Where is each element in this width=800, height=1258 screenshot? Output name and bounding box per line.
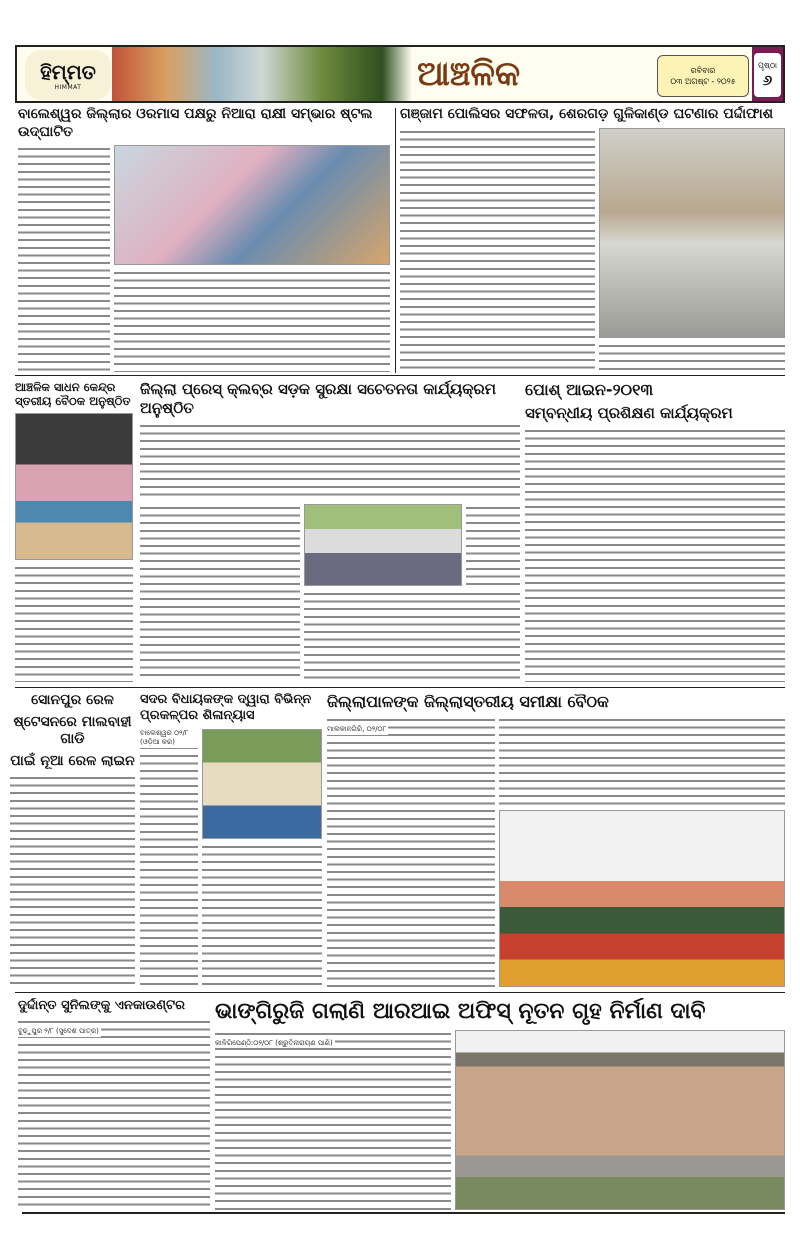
article-encounter [18,998,210,1210]
article-posh-act [525,380,785,682]
article-photo-dilapidated-office [455,1030,785,1211]
page-number: ୬ [762,71,773,90]
page-number-box [752,47,785,103]
photo-caption [599,342,785,372]
headline-collector-review: ଜିଲ୍ଲାପାଳଙ୍କ ଜିଲ୍ଲାସ୍ତରୀୟ ସମୀକ୍ଷା ବୈଠକ [327,692,609,711]
dateline: ବୁଢ଼ୁପୁର ୨/୮ (ସୁଦେଶ ପାତ୍ର) [18,1027,99,1036]
article-body [140,422,520,500]
article-body [202,843,322,988]
dateline: ମାଲକାନଗିରି, ୦୨/୦୮ [327,725,387,733]
headline-press-club-road-safety: ଜିଲ୍ଲା ପ୍ରେସ୍ କ୍ଲବ୍‌ର ସଡ଼କ ସୁରକ୍ଷା ସଚେତନତା କାର୍ଯ୍ୟକ୍ରମ ଅନୁଷ୍ଠିତ [140,380,496,417]
article-photo-review-meeting [499,810,785,987]
article-photo-rakhi-stall [114,145,390,265]
article-press-club [140,380,520,682]
page-label: ପୃଷ୍ଠା [757,60,778,70]
row-divider [15,375,785,376]
article-body [18,1018,210,1210]
article-body [304,590,520,683]
issue-date: ୦୩ ଅଗଷ୍ଟ - ୨୦୨୫ [670,77,736,86]
headline-rakhi-stall: ବାଲେଶ୍ୱର ଜିଲ୍ଲାର ଓରମାସ ପକ୍ଷରୁ ନିଆରା ରାକ୍ଷୀ ସମ୍ଭାର ଷ୍ଟଲ ଉଦ୍‌ଘାଟିତ [18,106,373,140]
article-body [140,504,300,683]
row-divider [15,687,785,688]
masthead-title: ହିମ୍ମତ [40,59,96,84]
article-body [18,145,110,372]
article-body [499,716,785,806]
article-ganjam-police [400,106,785,372]
article-sonepur-rail [10,692,135,987]
article-body [15,564,133,682]
weekday: ରବିବାର [690,65,716,75]
article-body [525,427,785,682]
article-rakhi-stall [18,106,390,372]
banner-photo-collage [112,47,412,101]
headline-resource-centre-meeting: ଆଞ୍ଚଳିକ ସାଧନ କେନ୍ଦ୍ର ସ୍ତରୀୟ ବୈଠକ ଅନୁଷ୍ଠିତ [15,380,131,409]
article-body [114,269,390,372]
masthead-subtitle: HIMMAT [54,83,82,91]
article-photo-foundation-stone [202,729,322,839]
dateline: ବାଲେଶ୍ୱର ୦୨/୮ (ଓଡ଼ିଆ କର) [140,729,198,749]
article-photo-seized-weapons [599,128,785,339]
article-photo-press-club [304,504,462,586]
article-body [215,1030,451,1211]
article-ri-office [215,998,785,1210]
article-body [466,504,520,586]
article-photo-meeting [15,413,133,560]
article-resource-centre [15,380,133,682]
article-body [400,128,595,373]
article-mla-foundation [140,692,322,987]
column-divider [395,108,396,373]
masthead-banner [15,45,785,103]
newspaper-logo [25,50,111,100]
headline-ri-office: ଭାଙ୍ଗିରୁଜି ଗଲାଣି ଆରଆଇ ଅଫିସ୍ ନୂତନ ଗୃହ ନିର୍ମାଣ ଦାବି [215,999,706,1024]
dateline: କାଳିଗିପେଣ୍ଠି:୦୨/୦୮ (ଶ୍ରୁତିନାରାୟଣ ପାଣି) [215,1038,333,1047]
section-title: ଆଞ୍ଚଳିକ [417,53,521,94]
headline-sonepur-line3: ପାଇଁ ନୂଆ ରେଳ ଲାଇନ [10,752,135,769]
headline-mla-foundation: ସଦର ବିଧାୟକଙ୍କ ଦ୍ୱାରା ବିଭିନ୍ନ ପ୍ରକଳ୍ପର ଶିଳାନ୍ୟାସ [140,692,312,724]
headline-sonepur-line2: ଷ୍ଟେସନରେ ମାଲବାହୀ ଗାଡି [13,713,132,747]
headline-encounter: ଦୁର୍ଦ୍ଦାନ୍ତ ସୁନିଲଙ୍କୁ ଏନକାଉଣ୍ଟର [18,998,185,1013]
article-body [140,729,198,988]
headline-ganjam-police: ଗଞ୍ଜାମ ପୋଲିସର ସଫଳତା, ଶେରଗଡ଼ ଗୁଳିକାଣ୍ଡ ଘଟଣାର ପର୍ଦ୍ଦାଫାଶ [400,106,774,122]
headline-sonepur-line1: ସୋନପୁର ରେଳ [31,692,114,708]
article-collector-review [327,692,785,987]
date-box [657,55,749,97]
row-divider [15,992,785,993]
article-body [327,716,495,987]
headline-posh-act-line2: ସମ୍ବନ୍ଧୀୟ ପ୍ରଶିକ୍ଷଣ କାର୍ଯ୍ୟକ୍ରମ [525,404,733,422]
headline-posh-act-line1: ପୋଶ୍ ଆଇନ-୨୦୧୩ [525,380,654,399]
article-body [10,774,135,987]
page-bottom-rule [22,1212,785,1214]
